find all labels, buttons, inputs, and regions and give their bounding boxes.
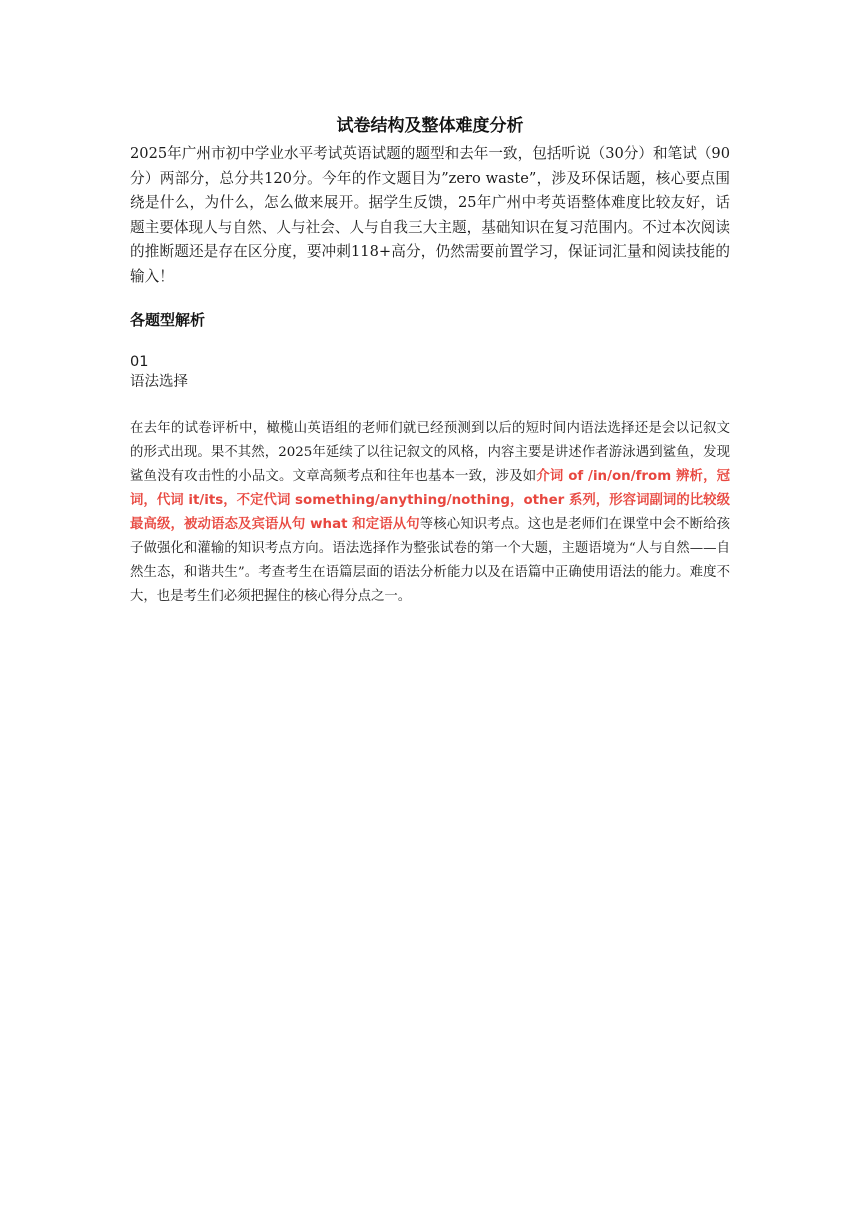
- item-number: 01: [130, 354, 149, 370]
- document-title: 试卷结构及整体难度分析: [336, 116, 524, 136]
- section-heading: 各题型解析: [130, 311, 206, 329]
- analysis-highlight-text: 介词 of /in/on/from 辨析，冠词，代词 it/its，不定代词 something/anything/nothing，other 系列，形容词副词的比较级最高级，被动语态及宾语从句 what 和定语从句: [130, 469, 731, 532]
- analysis-text-part1: 在去年的试卷评析中，橄榄山英语组的老师们就已经预测到以后的短时间内语法选择还是会以记叙文的形式出现。果不其然，2025年延续了以往记叙文的风格，内容主要是讲述作者游泳遇到鲨鱼，发现鲨鱼没有攻击性的小品文。文章高频考点和往年也基本一致，涉及如: [130, 421, 730, 484]
- item-title: 语法选择: [130, 374, 188, 390]
- analysis-text-part2: 等核心知识考点。这也是老师们在课堂中会不断给孩子做强化和灌输的知识考点方向。语法选择作为整张试卷的第一个大题，主题语境为“人与自然——自然生态，和谐共生”。考查考生在语篇层面的语法分析能力以及在语篇中正确使用语法的能力。难度不大，也是考生们必须把握住的核心得分点之一。: [130, 517, 730, 604]
- intro-paragraph: 2025年广州市初中学业水平考试英语试题的题型和去年一致，包括听说（30分）和笔试（90分）两部分，总分共120分。今年的作文题目为”zero waste”，涉及环保话题，核心要点围绕是什么，为什么，怎么做来展开。据学生反馈，25年广州中考英语整体难度比较友好，话题主要体现人与自然、人与社会、人与自我三大主题，基础知识在复习范围内。不过本次阅读的推断题还是存在区分度，要冲刺118+高分，仍然需要前置学习，保证词汇量和阅读技能的输入！: [130, 145, 730, 285]
- analysis-paragraph: [130, 417, 730, 609]
- document-page: [130, 112, 730, 609]
